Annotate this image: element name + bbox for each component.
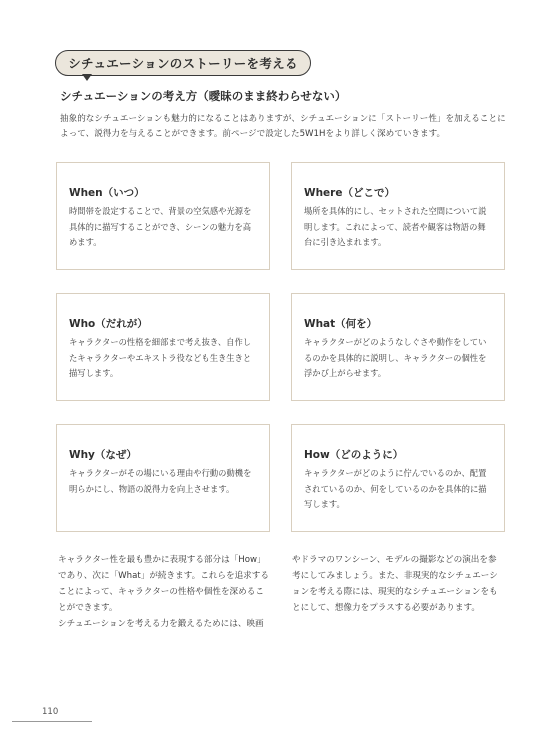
footer-rule	[12, 721, 92, 722]
body-column-right	[292, 552, 504, 616]
section-title	[55, 50, 311, 76]
speech-bubble-tail	[82, 74, 92, 81]
body-paragraph: やドラマのワンシーン、モデルの撮影などの演出を参考にしてみましょう。また、非現実的なシチュエーションを考える際には、現実的なシチュエーションをもとにして、想像力をプラスする必要があります。	[292, 555, 498, 613]
section-title-text: シチュエーションのストーリーを考える	[68, 56, 298, 71]
intro-paragraph: 抽象的なシチュエーションも魅力的になることはありますが、シチュエーションに「ストーリー性」を加えることによって、説得力を与えることができます。前ページで設定した5W1Hをより詳しく深めていきます。	[60, 114, 506, 139]
card-where	[291, 162, 505, 270]
body-column-left	[58, 552, 270, 632]
card-what	[291, 293, 505, 401]
card-text: キャラクターがどのように佇んでいるのか、配置されているのか、何をしているのかを具体的に描写します。	[304, 468, 487, 509]
card-text: キャラクターがどのようなしぐさや動作をしているのかを具体的に説明し、キャラクターの個性を浮かび上がらせます。	[304, 337, 487, 378]
subheading: シチュエーションの考え方（曖昧のまま終わらせない）	[60, 89, 347, 103]
card-who	[56, 293, 270, 401]
body-paragraph: キャラクター性を最も豊かに表現する部分は「How」であり、次に「What」が続きます。これらを追求することによって、キャラクターの性格や個性を深めることができます。	[58, 555, 269, 613]
card-title: Where（どこで）	[304, 187, 395, 199]
card-text: キャラクターがその場にいる理由や行動の動機を明らかにし、物語の説得力を向上させます。	[69, 468, 252, 494]
body-paragraph: シチュエーションを考える力を鍛えるためには、映画	[58, 619, 264, 629]
card-title: Why（なぜ）	[69, 449, 137, 461]
page-number: 110	[42, 707, 59, 717]
card-title: What（何を）	[304, 318, 378, 330]
card-title: How（どのように）	[304, 449, 404, 461]
card-text: 場所を具体的にし、セットされた空間について説明します。これによって、読者や観客は物語の舞台に引き込まれます。	[304, 206, 487, 247]
card-how	[291, 424, 505, 532]
card-title: When（いつ）	[69, 187, 145, 199]
card-text: 時間帯を設定することで、背景の空気感や光源を具体的に描写することができ、シーンの魅力を高めます。	[69, 206, 252, 247]
card-why	[56, 424, 270, 532]
card-when	[56, 162, 270, 270]
card-text: キャラクターの性格を細部まで考え抜き、自作したキャラクターやエキストラ役なども生き生きと描写します。	[69, 337, 252, 378]
card-title: Who（だれが）	[69, 318, 148, 330]
